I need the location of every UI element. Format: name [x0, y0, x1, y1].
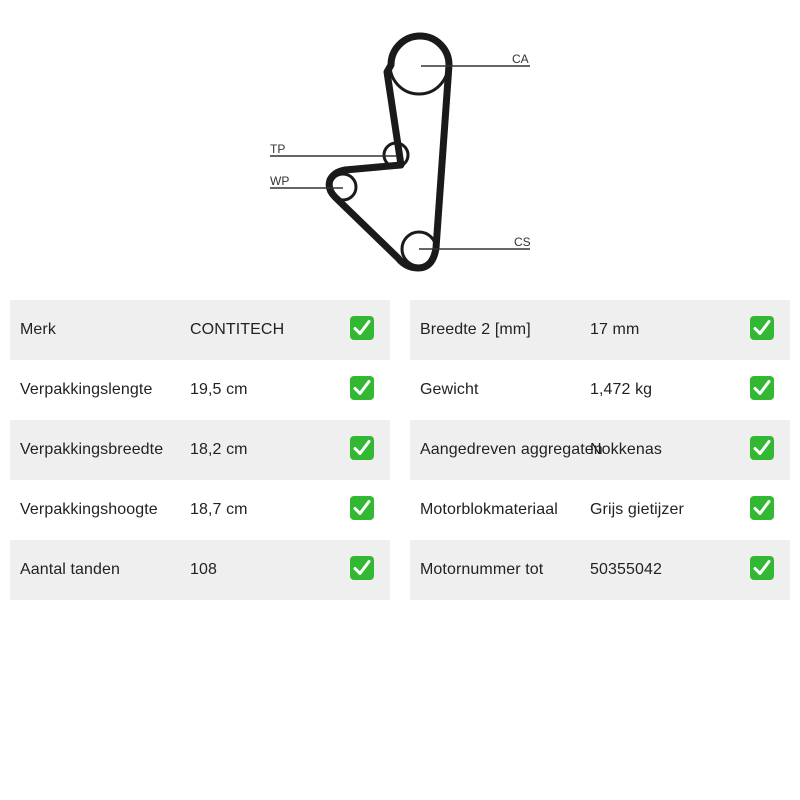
check-icon [350, 316, 374, 340]
check-icon [350, 496, 374, 520]
spec-label: Merk [20, 321, 56, 338]
check-icon [750, 316, 774, 340]
spec-label: Breedte 2 [mm] [420, 321, 531, 338]
spec-value: 18,2 cm [190, 441, 248, 458]
label-ca: CA [512, 52, 529, 66]
check-icon [750, 496, 774, 520]
spec-value: 19,5 cm [190, 381, 248, 398]
check-icon [750, 556, 774, 580]
check-icon [350, 436, 374, 460]
spec-value: 1,472 kg [590, 381, 653, 398]
spec-row [10, 360, 390, 420]
spec-row [410, 300, 790, 360]
check-icon [750, 436, 774, 460]
pulley-ca [390, 36, 448, 94]
spec-row [10, 300, 390, 360]
spec-label: Verpakkingslengte [20, 381, 153, 398]
spec-label: Motorblokmateriaal [420, 501, 558, 518]
spec-row [10, 540, 390, 600]
spec-row [410, 420, 790, 480]
spec-table-left [10, 300, 390, 600]
spec-label: Gewicht [420, 381, 479, 398]
check-icon [350, 556, 374, 580]
spec-table-right [410, 300, 790, 600]
belt-drive-diagram [0, 0, 800, 290]
spec-value: Grijs gietijzer [590, 501, 684, 518]
check-icon [350, 376, 374, 400]
label-cs: CS [514, 235, 531, 249]
spec-row [410, 360, 790, 420]
spec-value: 18,7 cm [190, 501, 248, 518]
spec-label: Aangedreven aggregaten [420, 441, 603, 458]
spec-value: 50355042 [590, 561, 662, 578]
spec-value: CONTITECH [190, 321, 285, 338]
spec-row [10, 420, 390, 480]
spec-row [410, 480, 790, 540]
spec-label: Verpakkingsbreedte [20, 441, 164, 458]
spec-value: 17 mm [590, 321, 640, 338]
spec-value: Nokkenas [590, 441, 662, 458]
label-tp: TP [270, 142, 286, 156]
spec-value: 108 [190, 561, 217, 578]
check-icon [750, 376, 774, 400]
pulley-wp [330, 174, 356, 200]
label-wp: WP [270, 174, 290, 188]
spec-label: Aantal tanden [20, 561, 121, 578]
spec-label: Motornummer tot [420, 561, 544, 578]
spec-label: Verpakkingshoogte [20, 501, 158, 518]
spec-row [10, 480, 390, 540]
spec-row [410, 540, 790, 600]
